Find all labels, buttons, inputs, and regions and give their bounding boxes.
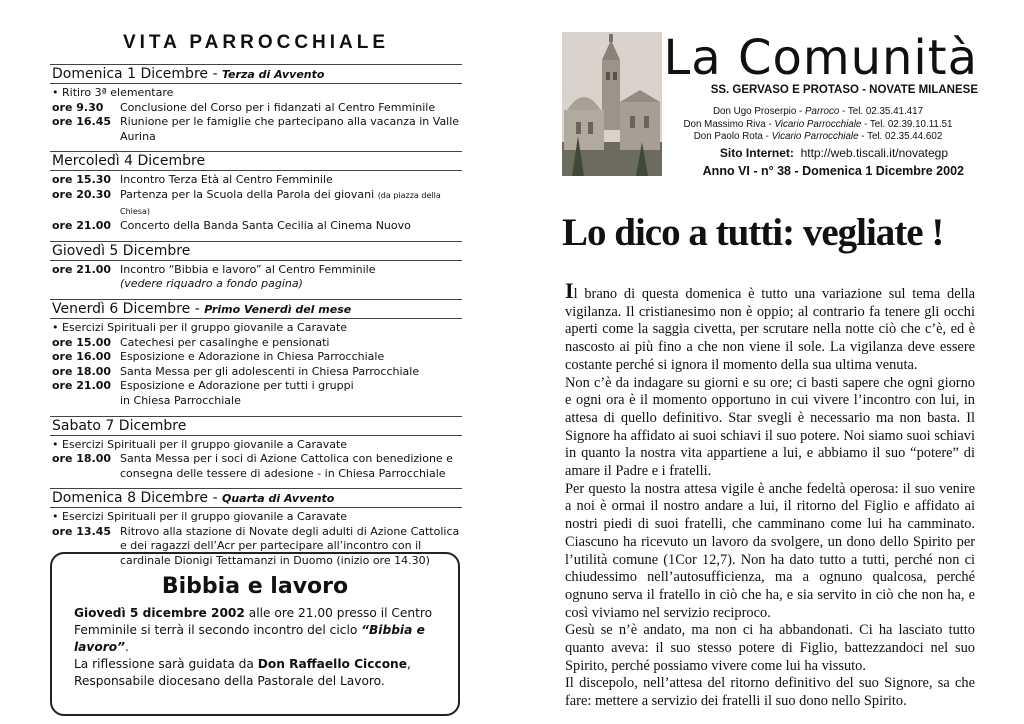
article-paragraph: Il discepolo, nell’attesa del ritorno definitivo del suo Signore, sa che fare: mettere a servizio dei fratelli il suo dono nello Spirito. bbox=[565, 675, 975, 710]
box-speaker: Don Raffaello Ciccone bbox=[257, 657, 408, 671]
event-time: ore 16.00 bbox=[52, 350, 112, 364]
event-row bbox=[52, 101, 462, 116]
website-line bbox=[720, 146, 948, 160]
event-description bbox=[120, 219, 462, 234]
box-date: Giovedì 5 dicembre 2002 bbox=[74, 606, 245, 620]
event-text: Riunione per le famiglie che partecipano alla vacanza in Valle Aurina bbox=[120, 115, 460, 143]
clergy-name: Don Massimo Riva bbox=[683, 118, 766, 130]
day-heading bbox=[50, 152, 462, 171]
event-time: ore 15.00 bbox=[52, 335, 112, 349]
clergy-line: Don Ugo Proserpio - Parroco - Tel. 02.35.41.417 bbox=[712, 106, 924, 117]
event-time: ore 21.00 bbox=[52, 219, 112, 233]
day-heading bbox=[50, 300, 462, 319]
event-row bbox=[52, 263, 462, 292]
event-text: Santa Messa per i soci di Azione Cattolica con benedizione e consegna delle tessere di adesione - in Chiesa Parrocchiale bbox=[120, 452, 453, 480]
event-row bbox=[52, 115, 462, 144]
clergy-line: Don Massimo Riva - Vicario Parrocchiale - Tel. 02.39.10.11.51 bbox=[683, 118, 953, 130]
box-text-2: La riflessione sarà guidata da bbox=[74, 657, 258, 671]
article-body bbox=[565, 278, 975, 711]
event-time: ore 18.00 bbox=[52, 364, 112, 378]
day-separator: - bbox=[208, 490, 222, 507]
day-events bbox=[50, 84, 462, 144]
event-description bbox=[120, 350, 462, 365]
event-text: Concerto della Banda Santa Cecilia al Cinema Nuovo bbox=[120, 219, 411, 233]
bullet-item bbox=[52, 438, 462, 453]
section-title: VITA PARROCCHIALE bbox=[122, 32, 390, 53]
day-block bbox=[50, 299, 462, 409]
day-heading bbox=[50, 417, 462, 436]
day-events bbox=[50, 319, 462, 409]
box-text-2-end: , Responsabile diocesano della Pastorale del Lavoro. bbox=[74, 657, 411, 688]
box-title: Bibbia e lavoro bbox=[161, 574, 349, 599]
clergy-phone: Tel. 02.35.41.417 bbox=[847, 106, 924, 117]
parish-name: SS. GERVASO E PROTASO - NOVATE MILANESE bbox=[710, 84, 978, 96]
article-headline: Lo dico a tutti: vegliate ! bbox=[562, 211, 944, 254]
parish-life-column bbox=[50, 30, 462, 576]
masthead-title: La Comunità bbox=[663, 30, 978, 86]
bullet-item bbox=[52, 510, 462, 525]
bullet-item bbox=[52, 86, 462, 101]
event-text: Catechesi per casalinghe e pensionati bbox=[120, 335, 330, 349]
day-title: Domenica 8 Dicembre bbox=[52, 490, 209, 507]
event-description bbox=[120, 336, 462, 351]
event-text: Incontro Terza Età al Centro Femminile bbox=[120, 173, 333, 187]
event-time: ore 21.00 bbox=[52, 262, 112, 276]
article-paragraphs bbox=[565, 375, 975, 711]
event-continuation: in Chiesa Parrocchiale bbox=[120, 393, 241, 407]
event-text: Santa Messa per gli adolescenti in Chiesa Parrocchiale bbox=[120, 364, 420, 378]
day-events bbox=[50, 171, 462, 233]
day-list bbox=[50, 64, 462, 569]
bullet-text: Ritiro 3ª elementare bbox=[62, 86, 174, 99]
article-first: l brano di questa domenica è tutto una variazione sul tema della vigilanza. Il cristianesimo non è oppio; al contrario fa tenere gli occhi aperti come la saggia civetta, per scrutare nella notte ciò che c’è, ed è nascosto ai più fino a che non viene il sole. La vigilanza deve essere costante perché si ignora il momento della sua ultima venuta. bbox=[565, 286, 975, 373]
clergy-name: Don Ugo Proserpio bbox=[712, 106, 797, 117]
event-row bbox=[52, 350, 462, 365]
box-text bbox=[74, 605, 436, 690]
event-time: ore 13.45 bbox=[52, 524, 112, 538]
event-description bbox=[120, 379, 462, 408]
day-heading bbox=[50, 489, 462, 508]
clergy-role: Vicario Parrocchiale bbox=[771, 131, 859, 142]
website-label: Sito Internet: bbox=[719, 146, 794, 160]
event-text: Ritrovo alla stazione di Novate degli adulti di Azione Cattolica e dei ragazzi dell’Acr per partecipare all’incontro con il cardinale Dionigi Tettamanzi in Duomo (inizio ore 14.30) bbox=[120, 524, 460, 568]
clergy-name: Don Paolo Rota bbox=[693, 131, 763, 142]
bullet-text: Esercizi Spirituali per il gruppo giovanile a Caravate bbox=[62, 320, 348, 334]
event-text: Conclusione del Corso per i fidanzati al Centro Femminile bbox=[120, 100, 436, 114]
day-block bbox=[50, 241, 462, 292]
clergy-list bbox=[668, 106, 968, 144]
day-separator: - bbox=[190, 300, 205, 317]
bullet-item bbox=[52, 321, 462, 336]
day-title: Sabato 7 Dicembre bbox=[52, 417, 187, 434]
event-time: ore 16.45 bbox=[52, 115, 112, 129]
day-title: Venerdì 6 Dicembre bbox=[52, 300, 191, 317]
article-paragraph bbox=[565, 278, 975, 375]
event-row bbox=[52, 336, 462, 351]
bullet-text: Esercizi Spirituali per il gruppo giovanile a Caravate bbox=[62, 437, 348, 451]
day-block bbox=[50, 151, 462, 233]
day-heading bbox=[50, 65, 462, 84]
event-time: ore 15.30 bbox=[52, 173, 112, 187]
event-row bbox=[52, 173, 462, 188]
bullet-mark: • bbox=[52, 510, 62, 524]
clergy-phone: Tel. 02.39.10.11.51 bbox=[869, 118, 953, 130]
event-note: (da piazza della Chiesa) bbox=[120, 190, 441, 216]
clergy-line: Don Paolo Rota - Vicario Parrocchiale - Tel. 02.35.44.602 bbox=[693, 131, 943, 142]
website-url[interactable]: http://web.tiscali.it/novategp bbox=[800, 146, 948, 160]
bullet-mark: • bbox=[52, 320, 62, 334]
event-time: ore 18.00 bbox=[52, 452, 112, 466]
day-title: Giovedì 5 Dicembre bbox=[52, 242, 191, 259]
day-subtitle: Quarta di Avvento bbox=[221, 492, 335, 506]
event-row bbox=[52, 452, 462, 481]
event-description bbox=[120, 173, 462, 188]
bullet-mark: • bbox=[52, 86, 62, 99]
event-text: Incontro “Bibbia e lavoro” al Centro Femminile bbox=[120, 262, 376, 276]
event-text: Partenza per la Scuola della Parola dei giovani bbox=[120, 187, 375, 201]
clergy-role: Parroco bbox=[805, 106, 840, 117]
event-row bbox=[52, 365, 462, 380]
event-row bbox=[52, 379, 462, 408]
day-events bbox=[50, 436, 462, 482]
clergy-role: Vicario Parrocchiale bbox=[774, 118, 862, 130]
event-row bbox=[52, 219, 462, 234]
article-paragraph: Per questo la nostra attesa vigile è anche fedeltà operosa: il suo venire a noi è ormai il nostro andare a lui, il ritorno del Figlio e affidato ai nostri piedi di suoi fratelli, che camminano come lui ha camminato. Ciascuno ha ricevuto un lavoro da svolgere, un dono dello Spirito per l’utilità comune (1Cor 12,7). Non ha dato tutto a tutti, perché non ci chiudessimo nell’autosufficienza, ma a ognuno qualcosa, perché ognuno serva il fratello in ciò che ha, e sia servito in ciò che non ha, e così viviamo nel servizio reciproco. bbox=[565, 480, 975, 621]
box-quote: “Bibbia e lavoro” bbox=[74, 623, 425, 654]
day-subtitle: Primo Venerdì del mese bbox=[204, 302, 352, 316]
event-description bbox=[120, 365, 462, 380]
dropcap: I bbox=[565, 278, 574, 303]
day-subtitle: Terza di Avvento bbox=[221, 68, 325, 81]
bullet-text: Esercizi Spirituali per il gruppo giovanile a Caravate bbox=[62, 510, 348, 524]
issue-line: Anno VI - n° 38 - Domenica 1 Dicembre 2002 bbox=[702, 164, 964, 178]
event-time: ore 9.30 bbox=[52, 100, 104, 114]
day-title: Domenica 1 Dicembre bbox=[52, 66, 209, 82]
bullet-mark: • bbox=[52, 437, 62, 451]
clergy-phone: Tel. 02.35.44.602 bbox=[867, 131, 943, 142]
bibbia-lavoro-box bbox=[50, 552, 460, 716]
box-text-1: alle ore 21.00 presso il Centro Femminile si terrà il secondo incontro del ciclo bbox=[74, 606, 433, 637]
event-text: Esposizione e Adorazione per tutti i gruppi bbox=[120, 379, 354, 393]
event-description bbox=[120, 115, 462, 144]
event-note: (vedere riquadro a fondo pagina) bbox=[120, 277, 303, 291]
event-row bbox=[52, 188, 462, 219]
day-heading bbox=[50, 242, 462, 261]
event-description bbox=[120, 188, 462, 219]
article-paragraph: Gesù se n’è andato, ma non ci ha abbandonati. Ci ha lasciato tutto quanto aveva: il suo stesso potere di Figlio, battezzandoci nel suo Spirito, perché possiamo vivere come lui ha vissuto. bbox=[565, 622, 975, 674]
day-title: Mercoledì 4 Dicembre bbox=[52, 153, 206, 170]
box-text-1-end: . bbox=[124, 640, 129, 654]
day-events bbox=[50, 261, 462, 292]
day-block bbox=[50, 416, 462, 482]
event-description bbox=[120, 452, 462, 481]
event-description bbox=[120, 263, 462, 292]
event-time: ore 20.30 bbox=[52, 187, 112, 201]
day-separator: - bbox=[208, 66, 222, 82]
article-paragraph: Non c’è da indagare su giorni e su ore; ci basti sapere che ogni giorno e ogni ora è il momento opportuno in cui vivere l’incontro con lui, in attesa di quello definitivo. Star svegli è necessario ma non basta. Il Signore ha affidato ai suoi schiavi il suo potere. Noi siamo suoi schiavi in quanto la nostra vita appartiene a lui, e abbiamo il suo “potere” di amare il Padre e i fratelli. bbox=[565, 374, 975, 480]
event-time: ore 21.00 bbox=[52, 379, 112, 393]
day-block bbox=[50, 64, 462, 144]
event-description bbox=[120, 101, 462, 116]
event-text: Esposizione e Adorazione in Chiesa Parrocchiale bbox=[120, 350, 385, 364]
